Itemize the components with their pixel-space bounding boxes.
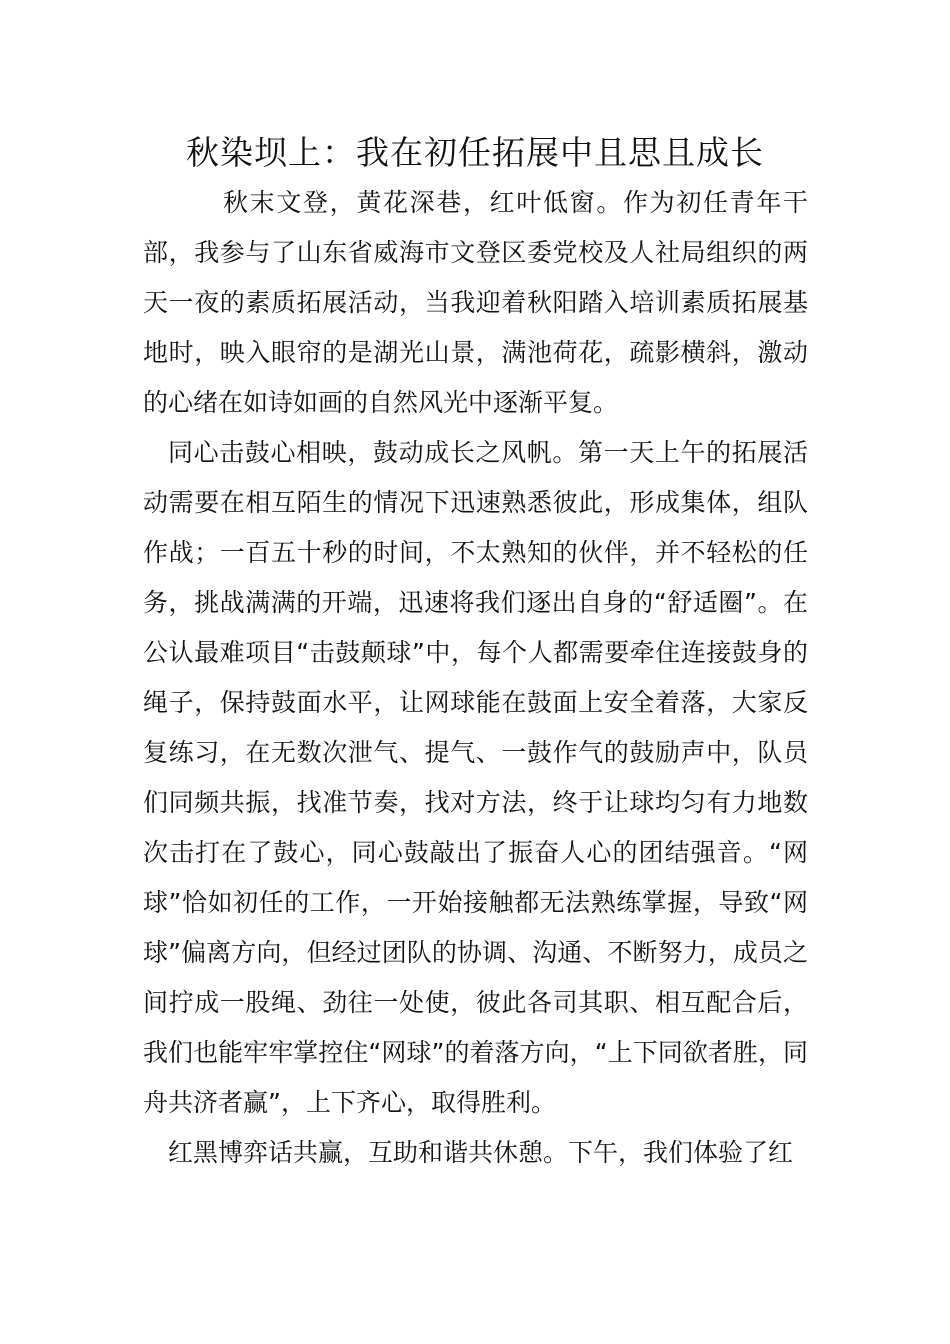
document-body	[143, 178, 808, 1178]
paragraph-intro: 秋末文登，黄花深巷，红叶低窗。作为初任青年干部，我参与了山东省威海市文登区委党校及人社局组织的两天一夜的素质拓展活动，当我迎着秋阳踏入培训素质拓展基地时，映入眼帘的是湖光山景，满池荷花，疏影横斜，激动的心绪在如诗如画的自然风光中逐渐平复。	[143, 188, 808, 417]
document-title: 秋染坝上：我在初任拓展中且思且成长	[186, 133, 764, 172]
paragraph-red-black-game: 红黑博弈话共赢，互助和谐共休憩。下午，我们体验了红	[168, 1138, 794, 1167]
paragraph-drum-game: 同心击鼓心相映，鼓动成长之风帆。第一天上午的拓展活动需要在相互陌生的情况下迅速熟悉彼此，形成集体，组队作战；一百五十秒的时间，不太熟知的伙伴，并不轻松的任务，挑战满满的开端，迅速将我们逐出自身的“舒适圈”。在公认最难项目“击鼓颠球”中，每个人都需要牵住连接鼓身的绳子，保持鼓面水平，让网球能在鼓面上安全着落，大家反复练习，在无数次泄气、提气、一鼓作气的鼓励声中，队员们同频共振，找准节奏，找对方法，终于让球均匀有力地数次击打在了鼓心，同心鼓敲出了振奋人心的团结强音。“网球”恰如初任的工作，一开始接触都无法熟练掌握，导致“网球”偏离方向，但经过团队的协调、沟通、不断努力，成员之间拧成一股绳、劲往一处使，彼此各司其职、相互配合后，我们也能牢牢掌控住“网球”的着落方向，“上下同欲者胜，同舟共济者赢”，上下齐心，取得胜利。	[143, 438, 808, 1117]
